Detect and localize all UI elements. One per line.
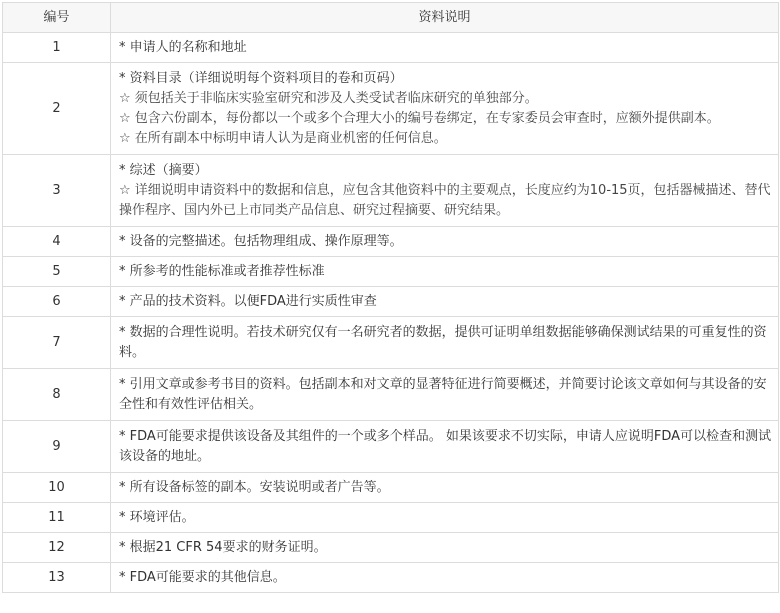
- row-number: 4: [3, 227, 111, 257]
- description-line: ☆ 须包括关于非临床实验室研究和涉及人类受试者临床研究的单独部分。: [119, 90, 538, 106]
- row-number: 13: [3, 563, 111, 593]
- row-description: [111, 63, 779, 155]
- description-line: ☆ 详细说明申请资料中的数据和信息，应包含其他资料中的主要观点，长度应约为10-15页，包括器械描述、替代操作程序、国内外已上市同类产品信息、研究过程摘要、研究结果。: [119, 182, 771, 218]
- row-description: [111, 533, 779, 563]
- description-line: * 数据的合理性说明。若技术研究仅有一名研究者的数据，提供可证明单组数据能够确保测试结果的可重复性的资料。: [119, 324, 767, 360]
- table-row: [3, 473, 779, 503]
- description-line: * 申请人的名称和地址: [119, 39, 247, 55]
- table-row: [3, 369, 779, 421]
- description-line: ☆ 包含六份副本，每份都以一个或多个合理大小的编号卷绑定，在专家委员会审查时，应额外提供副本。: [119, 110, 720, 126]
- description-line: * 资料目录（详细说明每个资料项目的卷和页码）: [119, 70, 403, 86]
- table-header-row: [3, 3, 779, 33]
- header-description: 资料说明: [111, 3, 779, 33]
- row-description: [111, 155, 779, 227]
- row-description: [111, 287, 779, 317]
- row-number: 7: [3, 317, 111, 369]
- description-line: * FDA可能要求的其他信息。: [119, 569, 286, 585]
- row-number: 2: [3, 63, 111, 155]
- row-number: 8: [3, 369, 111, 421]
- row-description: [111, 473, 779, 503]
- description-line: * 产品的技术资料。以便FDA进行实质性审查: [119, 293, 377, 309]
- table-row: [3, 563, 779, 593]
- table-row: [3, 63, 779, 155]
- table-row: [3, 257, 779, 287]
- description-line: * 综述（摘要）: [119, 162, 208, 178]
- row-description: [111, 503, 779, 533]
- table-row: [3, 317, 779, 369]
- table-row: [3, 503, 779, 533]
- row-number: 5: [3, 257, 111, 287]
- table-row: [3, 287, 779, 317]
- row-number: 10: [3, 473, 111, 503]
- requirements-table: [2, 2, 779, 593]
- row-description: [111, 369, 779, 421]
- row-number: 1: [3, 33, 111, 63]
- description-line: * FDA可能要求提供该设备及其组件的一个或多个样品。 如果该要求不切实际，申请人应说明FDA可以检查和测试该设备的地址。: [119, 428, 772, 464]
- description-line: * 根据21 CFR 54要求的财务证明。: [119, 539, 327, 555]
- row-description: [111, 257, 779, 287]
- description-line: * 环境评估。: [119, 509, 195, 525]
- description-line: * 所参考的性能标准或者推荐性标准: [119, 263, 325, 279]
- row-description: [111, 33, 779, 63]
- row-number: 11: [3, 503, 111, 533]
- header-number: 编号: [3, 3, 111, 33]
- row-number: 12: [3, 533, 111, 563]
- row-description: [111, 563, 779, 593]
- table-row: [3, 227, 779, 257]
- table-row: [3, 33, 779, 63]
- row-number: 6: [3, 287, 111, 317]
- description-line: ☆ 在所有副本中标明申请人认为是商业机密的任何信息。: [119, 130, 447, 146]
- description-line: * 引用文章或参考书目的资料。包括副本和对文章的显著特征进行简要概述，并简要讨论该文章如何与其设备的安全性和有效性评估相关。: [119, 376, 767, 412]
- table-row: [3, 533, 779, 563]
- description-line: * 所有设备标签的副本。安装说明或者广告等。: [119, 479, 390, 495]
- row-description: [111, 317, 779, 369]
- row-description: [111, 421, 779, 473]
- row-number: 9: [3, 421, 111, 473]
- table-row: [3, 421, 779, 473]
- row-description: [111, 227, 779, 257]
- description-line: * 设备的完整描述。包括物理组成、操作原理等。: [119, 233, 403, 249]
- table-row: [3, 155, 779, 227]
- row-number: 3: [3, 155, 111, 227]
